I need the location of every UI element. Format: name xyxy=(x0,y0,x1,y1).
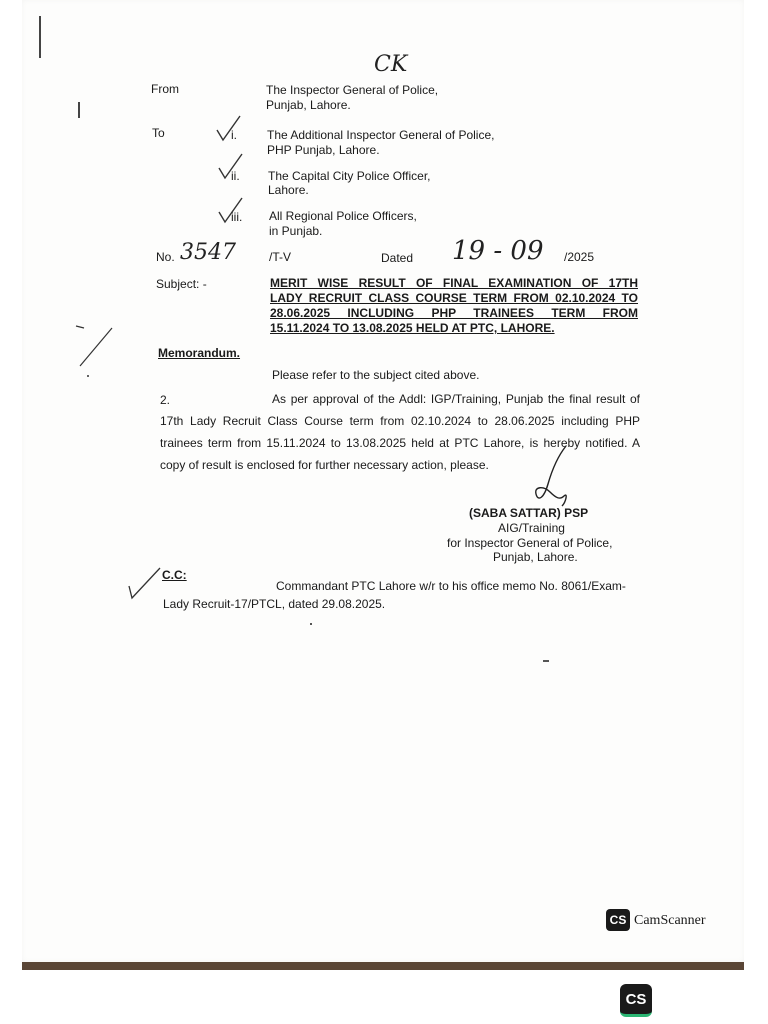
handwritten-letter-number: 3547 xyxy=(180,240,236,265)
scan-edge xyxy=(22,962,744,970)
recipient-line: Lahore. xyxy=(268,183,309,197)
pen-mark xyxy=(72,320,122,380)
signatory-designation: AIG/Training xyxy=(498,521,565,535)
scan-mark xyxy=(543,660,549,662)
from-line-1: The Inspector General of Police, xyxy=(266,83,439,97)
subject-line: LADY RECRUIT CLASS COURSE TERM FROM 02.10.2024 TO xyxy=(270,291,638,305)
from-label: From xyxy=(151,82,179,96)
recipient-line: The Additional Inspector General of Police, xyxy=(267,128,495,142)
recipient-line: All Regional Police Officers, xyxy=(269,209,417,223)
scan-mark xyxy=(78,102,80,118)
signature-scribble xyxy=(528,440,578,510)
subject-line: 28.06.2025 INCLUDING PHP TRAINEES TERM FROM xyxy=(270,306,638,320)
memorandum-heading: Memorandum. xyxy=(158,346,241,360)
subject-label: Subject: - xyxy=(156,277,207,291)
number-label: No. xyxy=(156,250,175,264)
camscanner-text: CamScanner xyxy=(634,913,706,928)
recipient-number: iii. xyxy=(231,210,243,224)
subject-line: 15.11.2024 TO 13.08.2025 HELD AT PTC, LAHORE. xyxy=(270,321,555,335)
signatory-for: for Inspector General of Police, xyxy=(447,536,613,550)
cc-line-2: Lady Recruit-17/PTCL, dated 29.08.2025. xyxy=(163,597,386,611)
checkmark-icon xyxy=(214,114,244,144)
para-line: 17th Lady Recruit Class Course term from 02.10.2024 to 28.06.2025 including PHP xyxy=(160,414,640,428)
document-page xyxy=(22,0,744,962)
signatory-name: (SABA SATTAR) PSP xyxy=(469,506,589,520)
checkmark-icon xyxy=(126,564,162,604)
scan-mark xyxy=(39,16,41,58)
from-line-2: Punjab, Lahore. xyxy=(266,98,351,112)
to-label: To xyxy=(152,126,165,140)
year: /2025 xyxy=(564,250,595,264)
scan-mark xyxy=(310,623,312,625)
recipient-number: ii. xyxy=(231,169,240,183)
signatory-place: Punjab, Lahore. xyxy=(493,550,578,564)
dated-label: Dated xyxy=(381,251,414,265)
para-line: trainees term from 15.11.2024 to 13.08.2025 held at PTC Lahore, is hereby notified. A xyxy=(160,436,640,450)
number-suffix: /T-V xyxy=(269,250,292,264)
handwritten-date: 19 - 09 xyxy=(452,236,544,266)
recipient-line: The Capital City Police Officer, xyxy=(268,169,431,183)
para-line: As per approval of the Addl: IGP/Training, Punjab the final result of xyxy=(272,392,640,406)
para-number: 2. xyxy=(160,393,171,407)
cc-line-1: Commandant PTC Lahore w/r to his office memo No. 8061/Exam- xyxy=(276,579,626,593)
recipient-number: i. xyxy=(231,128,237,142)
cc-label: C.C: xyxy=(162,568,187,582)
memo-para-1: Please refer to the subject cited above. xyxy=(272,368,480,382)
camscanner-logo-icon: CS xyxy=(606,909,630,931)
camscanner-app-icon[interactable]: CS xyxy=(620,984,652,1017)
para-line: copy of result is enclosed for further necessary action, please. xyxy=(160,458,489,472)
subject-text xyxy=(270,276,638,336)
handwritten-initials: CK xyxy=(374,52,408,77)
recipient-line: PHP Punjab, Lahore. xyxy=(267,143,380,157)
recipient-line: in Punjab. xyxy=(269,224,323,238)
subject-line: MERIT WISE RESULT OF FINAL EXAMINATION OF 17TH xyxy=(270,276,638,290)
